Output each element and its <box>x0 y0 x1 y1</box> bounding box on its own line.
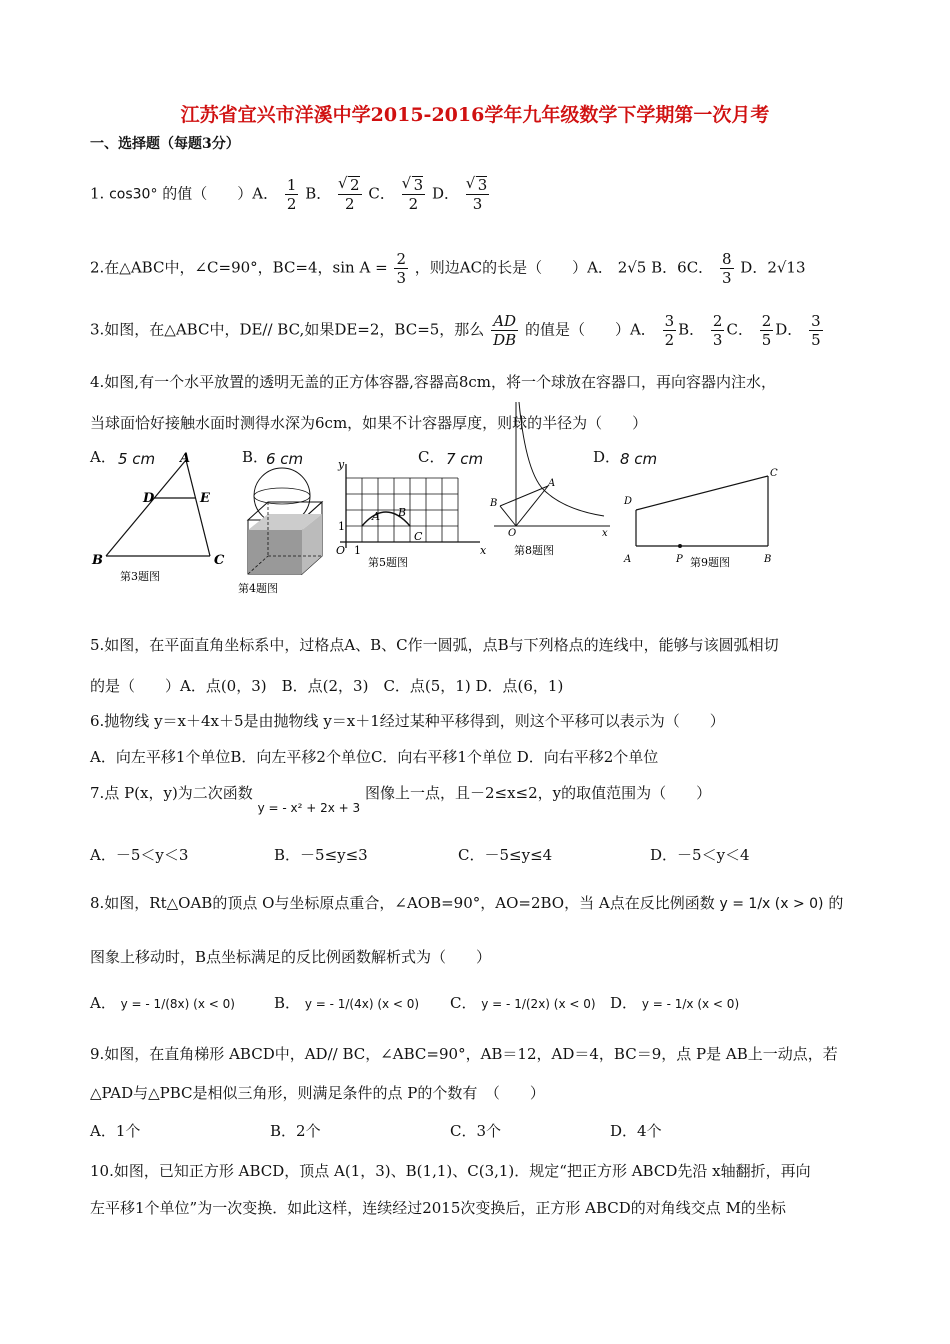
q4-opt-d-label: D． <box>593 448 621 466</box>
q8-line-2: 图象上移动时，B点坐标满足的反比例函数解析式为（ ） <box>90 948 492 966</box>
q5-line-2: 的是（ ）A．点(0，3) B．点(2，3) C．点(5，1) D．点(6，1) <box>90 677 564 695</box>
q7-expr: y = - x² + 2x + 3 <box>257 801 361 815</box>
q2-opt-c: $\frac{8}{3}$ <box>721 250 732 287</box>
q3-opt-b: $\frac{2}{3}$ <box>712 312 723 349</box>
q4-opt-a-label: A． <box>90 448 116 466</box>
svg-text:B: B <box>490 498 498 509</box>
page-title: 江苏省宜兴市洋溪中学2015-2016学年九年级数学下学期第一次月考 <box>180 104 770 126</box>
svg-text:C: C <box>214 553 225 568</box>
svg-text:C: C <box>770 468 778 479</box>
q4-opt-c-val: 7 cm <box>446 450 484 468</box>
q1-lead: 1. <box>90 184 105 203</box>
svg-text:A: A <box>624 554 632 565</box>
q2-opt-a: 2√5 <box>617 258 647 277</box>
q2-fraction: $\frac{2}{3}$ <box>396 250 406 287</box>
q2-opt-d: D．2√13 <box>740 258 806 277</box>
q8-text-b: 的 <box>828 894 844 912</box>
svg-text:1: 1 <box>338 520 345 533</box>
svg-text:A: A <box>548 478 556 489</box>
q9-opt-a: A．1个 <box>90 1122 141 1140</box>
question-7 <box>90 782 712 815</box>
q2-text-a: 2.在△ABC中，∠C=90°，BC=4，sin A = <box>90 258 388 277</box>
q7-opt-b: B．－5≤y≤3 <box>274 846 368 864</box>
figure-4-caption: 第4题图 <box>238 582 278 595</box>
q3-opt-label: B． <box>678 320 705 339</box>
q3-text-a: 3.如图，在△ABC中，DE// BC,如果DE=2，BC=5，那么 <box>90 320 485 339</box>
question-3 <box>90 312 825 349</box>
svg-text:O: O <box>336 544 346 557</box>
section-heading: 一、选择题（每题3分） <box>90 136 240 152</box>
svg-text:B: B <box>764 554 772 565</box>
q8-text-a: 8.如图，Rt△OAB的顶点 O与坐标原点重合，∠AOB=90°，AO=2BO，当 A点在反比例函数 <box>90 894 715 912</box>
q7-opt-d: D．－5＜y＜4 <box>650 846 750 864</box>
q6-line-1: 6.抛物线 y＝x＋4x＋5是由抛物线 y＝x＋1经过某种平移得到，则这个平移可以表示为（ ） <box>90 712 725 730</box>
svg-text:A: A <box>180 452 191 466</box>
q1-expr: cos30° <box>109 186 158 203</box>
svg-text:A: A <box>372 510 380 523</box>
q3-opt-label: C． <box>726 320 753 339</box>
q4-opt-a-val: 5 cm <box>118 450 156 468</box>
q3-fraction: $\frac{AD}{DB}$ <box>493 312 517 349</box>
q8-opt-b: B． y = - 1/(4x) (x < 0) <box>274 994 420 1012</box>
svg-text:D: D <box>143 491 155 506</box>
q8-expr: y = 1/x (x > 0) <box>719 896 824 912</box>
figure-8-caption: 第8题图 <box>514 544 554 557</box>
q4-opt-b-label: B． <box>242 448 269 466</box>
q7-text-a: 7.点 P(x，y)为二次函数 <box>90 784 253 802</box>
q7-text-b: 图像上一点，且－2≤x≤2，y的取值范围为（ ） <box>364 784 712 802</box>
q9-line-1: 9.如图，在直角梯形 ABCD中，AD// BC，∠ABC=90°，AB＝12，AD＝4，BC＝9，点 P是 AB上一动点，若 <box>90 1045 838 1063</box>
svg-text:O: O <box>508 528 517 539</box>
svg-text:1: 1 <box>354 544 361 557</box>
q4-opt-d-val: 8 cm <box>620 450 658 468</box>
q5-line-1: 5.如图，在平面直角坐标系中，过格点A、B、C作一圆弧，点B与下列格点的连线中，能够与该圆弧相切 <box>90 636 779 654</box>
svg-text:x: x <box>480 544 487 557</box>
svg-text:D: D <box>624 496 633 507</box>
q1-opt-d: √ $\frac{3}{3}$ <box>466 176 490 213</box>
question-2 <box>90 250 806 287</box>
q1-opt-a: $\frac{1}{2}$ <box>286 176 297 213</box>
q7-opt-c: C．－5≤y≤4 <box>458 846 553 864</box>
q9-opt-b: B．2个 <box>270 1122 321 1140</box>
q6-line-2: A．向左平移1个单位B．向左平移2个单位C．向右平移1个单位 D．向右平移2个单位 <box>90 748 659 766</box>
q8-opt-d: D． y = - 1/x (x < 0) <box>610 994 740 1012</box>
question-1 <box>90 176 491 213</box>
q2-text-b: ，则边AC的长是（ ）A． <box>414 258 613 277</box>
figure-9-trapezoid <box>620 462 790 572</box>
q1-opt-c: √ $\frac{3}{2}$ <box>402 176 426 213</box>
q10-line-1: 10.如图，已知正方形 ABCD，顶点 A(1，3)、B(1,1)、C(3,1)．规定“把正方形 ABCD先沿 x轴翻折，再向 <box>90 1162 811 1180</box>
svg-text:B: B <box>92 553 103 568</box>
q4-opt-c-label: C． <box>418 448 445 466</box>
svg-text:E: E <box>200 491 210 506</box>
q1-opt-label-b: B． <box>305 184 332 203</box>
q1-opt-b: √ $\frac{2}{2}$ <box>338 176 362 213</box>
svg-text:P: P <box>676 554 683 565</box>
q8-opt-a: A． y = - 1/(8x) (x < 0) <box>90 994 235 1012</box>
q1-opt-label-c: C． <box>368 184 395 203</box>
figure-9-caption: 第9题图 <box>690 556 730 569</box>
svg-text:y: y <box>338 458 345 471</box>
q9-opt-c: C．3个 <box>450 1122 502 1140</box>
q2-opt-b: B．6C． <box>651 258 714 277</box>
figure-3-triangle <box>88 452 238 588</box>
q3-opt-label: D． <box>775 320 803 339</box>
figure-8-hyperbola <box>486 396 612 564</box>
q3-opt-c: $\frac{2}{5}$ <box>761 312 772 349</box>
figure-3-caption: 第3题图 <box>120 570 160 583</box>
q9-opt-d: D．4个 <box>610 1122 662 1140</box>
figure-5-grid <box>332 458 492 570</box>
q1-opt-label-d: D． <box>431 184 459 203</box>
q7-opt-a: A．－5＜y＜3 <box>90 846 189 864</box>
q4-line-2: 当球面恰好接触水面时测得水深为6cm，如果不计容器厚度，则球的半径为（ ） <box>90 414 648 432</box>
q4-opt-b-val: 6 cm <box>266 450 304 468</box>
q9-line-2: △PAD与△PBC是相似三角形，则满足条件的点 P的个数有 （ ） <box>90 1084 545 1102</box>
figure-4-cube <box>234 458 334 598</box>
q3-opt-d: $\frac{3}{5}$ <box>811 312 821 349</box>
q10-line-2: 左平移1个单位”为一次变换．如此这样，连续经过2015次变换后，正方形 ABCD的对角线交点 M的坐标 <box>90 1199 786 1217</box>
q1-tail: 的值（ ）A． <box>162 184 279 203</box>
svg-text:C: C <box>414 530 423 543</box>
q3-opt-a: $\frac{3}{2}$ <box>664 312 675 349</box>
svg-text:B: B <box>398 506 407 519</box>
question-8 <box>90 892 843 913</box>
svg-text:x: x <box>602 528 608 539</box>
q8-opt-c: C． y = - 1/(2x) (x < 0) <box>450 994 596 1012</box>
q4-line-1: 4.如图,有一个水平放置的透明无盖的正方体容器,容器高8cm，将一个球放在容器口，再向容器内注水， <box>90 373 777 391</box>
q3-text-b: 的值是（ ）A． <box>524 320 656 339</box>
figure-5-caption: 第5题图 <box>368 556 408 569</box>
